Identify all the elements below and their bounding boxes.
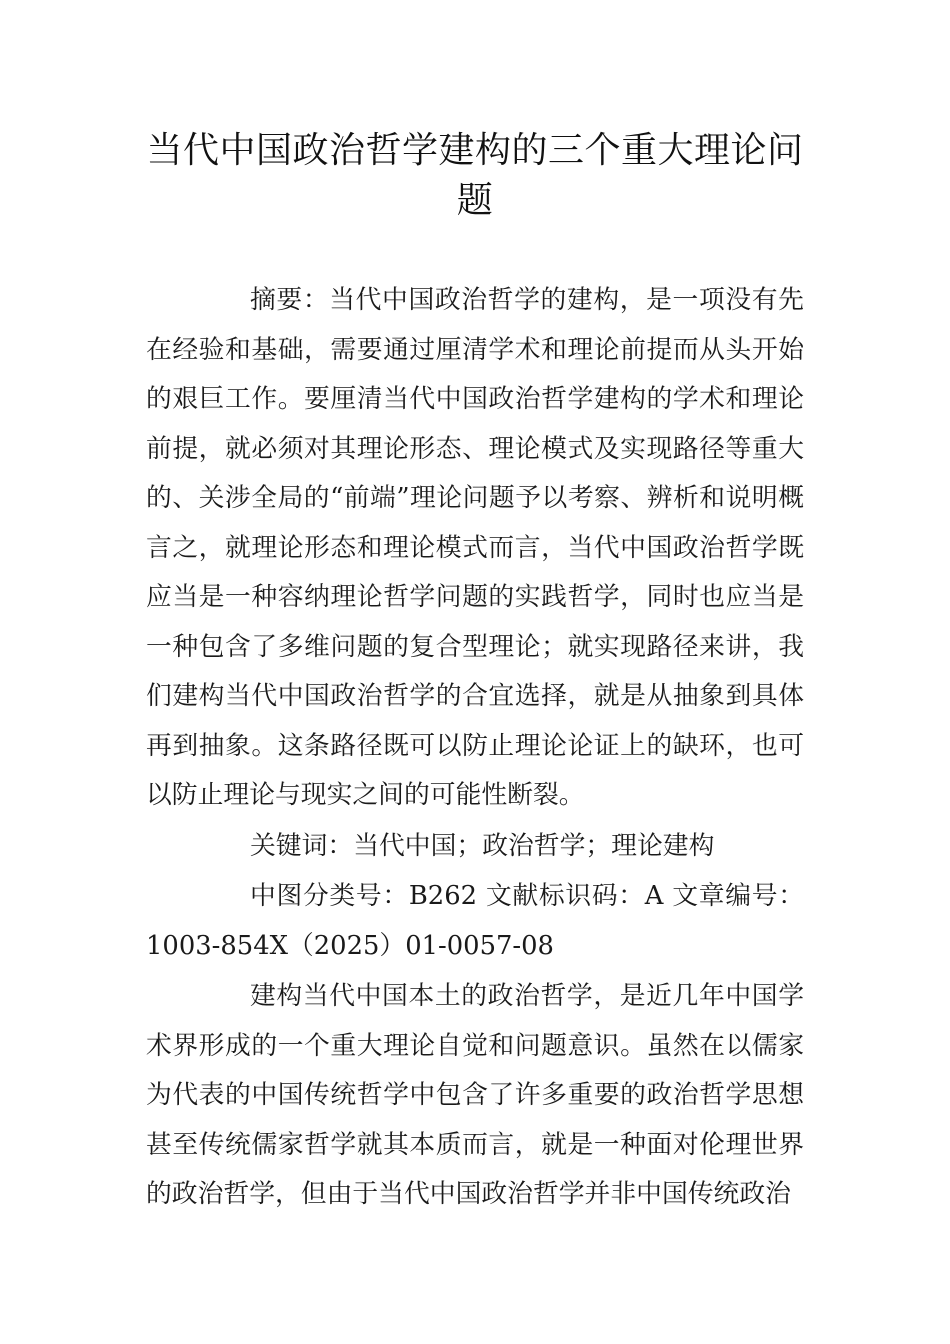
keywords-line (146, 822, 804, 872)
abstract-paragraph (146, 276, 804, 821)
keywords-text: 当代中国；政治哲学；理论建构 (353, 831, 715, 861)
body-paragraph: 建构当代中国本土的政治哲学，是近几年中国学术界形成的一个重大理论自觉和问题意识。虽然在以儒家为代表的中国传统哲学中包含了许多重要的政治哲学思想甚至传统儒家哲学就其本质而言，就是一种面对伦理世界的政治哲学，但由于当代中国政治哲学并非中国传统政治 (146, 981, 804, 1209)
keywords-label: 关键词： (250, 831, 354, 861)
abstract-label: 摘要： (250, 285, 330, 315)
abstract-text: 当代中国政治哲学的建构，是一项没有先在经验和基础，需要通过厘清学术和理论前提而从头开始的艰巨工作。要厘清当代中国政治哲学建构的学术和理论前提，就必须对其理论形态、理论模式及实现路径等重大的、关涉全局的“前端”理论问题予以考察、辨析和说明概言之，就理论形态和理论模式而言，当代中国政治哲学既应当是一种容纳理论哲学问题的实践哲学，同时也应当是一种包含了多维问题的复合型理论；就实现路径来讲，我们建构当代中国政治哲学的合宜选择，就是从抽象到具体再到抽象。这条路径既可以防止理论论证上的缺环，也可以防止理论与现实之间的可能性断裂。 (146, 285, 804, 810)
document-title: 当代中国政治哲学建构的三个重大理论问题 (146, 130, 804, 221)
classification-line: 中图分类号：B262 文献标识码：A 文章编号：1003-854X（2025）01-0057-08 (146, 881, 804, 961)
